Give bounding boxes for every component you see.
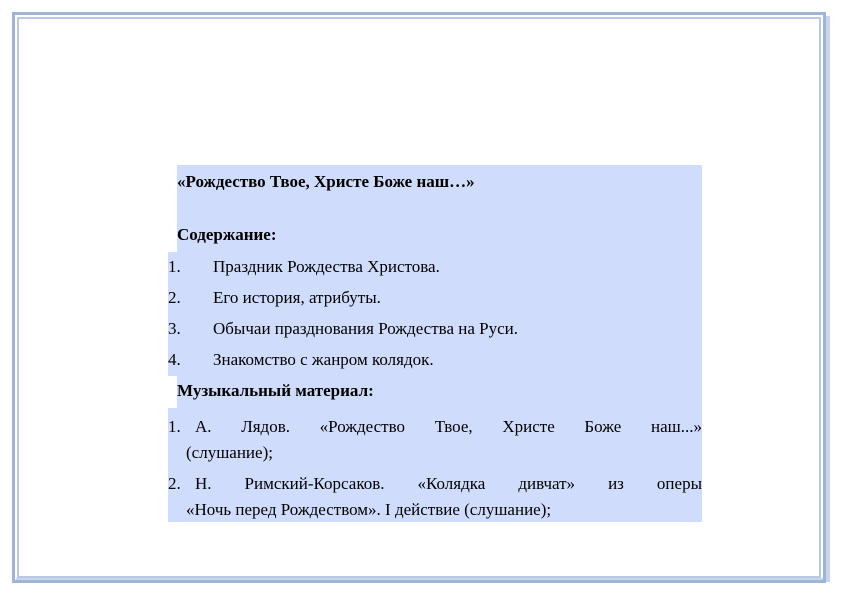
- list-text: Знакомство с жанром колядок.: [213, 350, 434, 369]
- list-number: 3.: [168, 319, 181, 338]
- list-item: [168, 252, 702, 283]
- list-text: Его история, атрибуты.: [213, 288, 381, 307]
- music-item-line1: Н. Римский-Корсаков. «Колядка дивчат» из оперы: [195, 474, 702, 493]
- music-item-body: [168, 471, 702, 523]
- music-item-line2: (слушание);: [186, 443, 273, 462]
- list-text: Праздник Рождества Христова.: [213, 257, 440, 276]
- list-number: 2.: [168, 288, 181, 307]
- music-item-body: [168, 414, 702, 466]
- list-number: 2.: [168, 474, 181, 493]
- list-number: 4.: [168, 350, 181, 369]
- list-item: [168, 345, 702, 376]
- list-number: 1.: [168, 417, 181, 436]
- list-number: 1.: [168, 257, 181, 276]
- music-item-line1: А. Лядов. «Рождество Твое, Христе Боже наш...»: [195, 417, 702, 436]
- content-heading: Содержание:: [177, 221, 702, 252]
- list-text: Обычаи празднования Рождества на Руси.: [213, 319, 518, 338]
- music-item: [168, 465, 702, 522]
- frame-shadow-right: [826, 16, 830, 582]
- list-item: [168, 283, 702, 314]
- slide-content: [168, 165, 702, 522]
- lesson-title: «Рождество Твое, Христе Боже наш…»: [177, 165, 702, 221]
- music-item-line2: «Ночь перед Рождеством». I действие (слушание);: [186, 500, 552, 519]
- music-item: [168, 408, 702, 465]
- music-heading: Музыкальный материал:: [177, 376, 702, 408]
- list-item: [168, 314, 702, 345]
